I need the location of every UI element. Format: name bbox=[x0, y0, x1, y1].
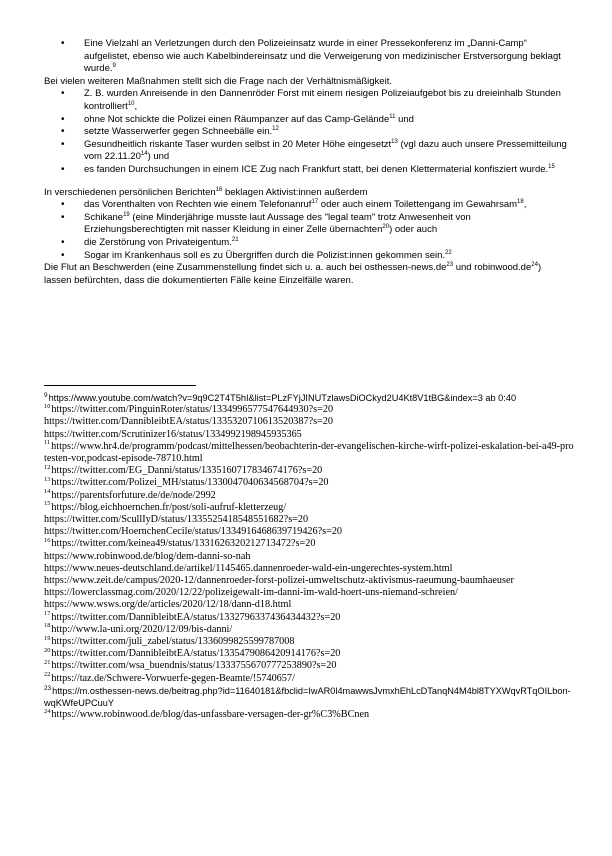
footnote-ref[interactable]: 20 bbox=[382, 224, 390, 231]
footnote-23 bbox=[44, 685, 574, 709]
footnote-12 bbox=[44, 465, 574, 477]
footnote-ref[interactable]: 22 bbox=[445, 249, 452, 256]
footnote-ref[interactable]: 9 bbox=[112, 63, 116, 70]
footnote-9 bbox=[44, 392, 574, 404]
footnote-number: 14 bbox=[44, 488, 51, 496]
footnote-link[interactable]: https://www.youtube.com/watch?v=9q9C2T4T5hI&list=PLzFYjJINUTzlawsDiOCkyd2U4Kt8V1tBG&index=3 ab 0:40 bbox=[48, 393, 517, 403]
footnote-18 bbox=[44, 624, 574, 636]
footnote-link[interactable]: https://www.zeit.de/campus/2020-12/dannenroeder-forst-polizei-umweltschutz-aktivismus-raeumung-baumhaeuser bbox=[44, 575, 514, 587]
footnote-24 bbox=[44, 709, 574, 721]
footnote-number: 20 bbox=[44, 646, 51, 654]
footnote-ref[interactable]: 24 bbox=[531, 261, 538, 268]
footnote-link[interactable]: https://twitter.com/Scrutinizer16/status/1334992198945935365 bbox=[44, 428, 302, 440]
footnote-link[interactable]: https://twitter.com/DannibleibtEA/status/1335479086420914176?s=20 bbox=[51, 648, 341, 660]
footnote-link[interactable]: https://taz.de/Schwere-Vorwuerfe-gegen-Beamte/!5740657/ bbox=[51, 672, 295, 684]
footnote-ref[interactable]: 17 bbox=[311, 198, 319, 205]
footnote-link[interactable]: https://www.wsws.org/de/articles/2020/12/18/dann-d18.html bbox=[44, 599, 292, 611]
footnote-number: 13 bbox=[44, 476, 51, 484]
footnote-10 bbox=[44, 404, 574, 441]
footnote-link[interactable]: https://twitter.com/wsa_buendnis/status/1333755670777253890?s=20 bbox=[51, 660, 337, 672]
footnote-ref[interactable]: 13 bbox=[391, 138, 398, 145]
paragraph: Bei vielen weiteren Maßnahmen stellt sich die Frage nach der Verhältnismäßigkeit. bbox=[44, 75, 392, 87]
footnote-number: 15 bbox=[44, 500, 51, 508]
footnote-link[interactable]: https://twitter.com/Polizei_MH/status/1330047040634568704?s=20 bbox=[51, 477, 329, 489]
footnotes-section bbox=[44, 392, 574, 721]
footnote-ref[interactable]: 18 bbox=[517, 198, 524, 205]
footnote-number: 16 bbox=[44, 537, 51, 545]
footnote-link[interactable]: https://twitter.com/keinea49/status/1331626320212713472?s=20 bbox=[51, 538, 316, 550]
footnote-ref[interactable]: 23 bbox=[446, 261, 454, 268]
paragraph: In verschiedenen persönlichen Berichten$^{16}$ beklagen Aktivist:innen außerdem bbox=[44, 186, 368, 198]
body-text bbox=[44, 38, 568, 287]
footnote-22 bbox=[44, 673, 574, 685]
footnote-link[interactable]: https://lowerclassmag.com/2020/12/22/polizeigewalt-im-danni-im-wald-hoert-uns-niemand-schreien/ bbox=[44, 587, 458, 599]
list-item: • Z. B. wurden Anreisende in den Dannenröder Forst mit einem riesigen Polizeiaufgebot bis zu dreieinhalb Stunden kontrolliert$^{10}$, bbox=[44, 88, 568, 113]
footnote-21 bbox=[44, 660, 574, 672]
footnote-ref[interactable]: 10 bbox=[127, 100, 135, 107]
footnote-link[interactable]: https://www.robinwood.de/blog/das-unfassbare-versagen-der-gr%C3%BCnen bbox=[51, 709, 370, 721]
footnote-link[interactable]: https://twitter.com/HoernchenCecile/status/1334916468639719426?s=20 bbox=[44, 526, 343, 538]
footnote-number: 21 bbox=[44, 659, 51, 667]
footnote-number: 10 bbox=[44, 402, 51, 410]
footnote-link[interactable]: https://twitter.com/ScullIyD/status/1335525418548551682?s=20 bbox=[44, 514, 309, 526]
list-item: • die Zerstörung von Privateigentum.$^{21}$ bbox=[44, 237, 568, 250]
footnote-number: 24 bbox=[44, 707, 51, 715]
list-item: • Sogar im Krankenhaus soll es zu Übergriffen durch die Polizist:innen gekommen sein.$^{22}$ bbox=[44, 250, 568, 263]
footnote-link[interactable]: http://www.la-uni.org/2020/12/09/bis-danni/ bbox=[51, 623, 233, 635]
footnote-link[interactable]: https://twitter.com/DannibleibtEA/status/1332796337436434432?s=20 bbox=[51, 611, 341, 623]
list-item: • das Vorenthalten von Rechten wie einem Telefonanruf$^{17}$ oder auch einem Toilettengang im Gewahrsam$^{18}$, bbox=[44, 199, 568, 212]
injuries-list bbox=[44, 38, 568, 76]
footnote-ref[interactable]: 12 bbox=[272, 126, 279, 132]
footnote-link[interactable]: https://www.neues-deutschland.de/artikel/1145465.dannenroeder-wald-ein-ungerechtes-system.html bbox=[44, 562, 453, 574]
footnote-ref[interactable]: 19 bbox=[123, 211, 130, 218]
footnote-number: 12 bbox=[44, 463, 51, 471]
footnote-15 bbox=[44, 502, 574, 539]
footnote-ref[interactable]: 11 bbox=[389, 113, 396, 120]
footnote-link[interactable]: https://www.robinwood.de/blog/dem-danni-so-nah bbox=[44, 550, 251, 562]
list-item: • Gesundheitlich riskante Taser wurden selbst in 20 Meter Höhe eingesetzt$^{13}$ (vgl dazu auch unsere Pressemitteilung vom 22.11.20$^{14}$) und bbox=[44, 139, 568, 164]
footnote-link[interactable]: https://www.hr4.de/programm/podcast/mittelhessen/beobachterin-der-evangelischen-kirche-wirft-polizei-eskalation-bei-a49-protesten-vor,podcast-episode-78710.html bbox=[44, 440, 574, 465]
measures-list bbox=[44, 88, 568, 176]
footnote-link[interactable]: https://twitter.com/EG_Danni/status/1335160717834674176?s=20 bbox=[51, 465, 323, 477]
footnote-number: 9 bbox=[44, 391, 48, 399]
footnote-16 bbox=[44, 538, 574, 611]
footnote-number: 23 bbox=[44, 684, 52, 692]
footnote-link[interactable]: https://m.osthessen-news.de/beitrag.php?id=11640181&fbclid=IwAR0l4mawwsJvmxhEhLcDTanqN4M4bl8TYXWqvRTqOILbon-wqKWfeUPCuuY bbox=[44, 685, 571, 709]
footnote-ref[interactable]: 16 bbox=[215, 186, 223, 193]
footnote-link[interactable]: https://twitter.com/DannibleibtEA/status/1335320710613520387?s=20 bbox=[44, 416, 333, 428]
footnote-ref[interactable]: 15 bbox=[548, 163, 555, 170]
footnote-14 bbox=[44, 490, 574, 502]
footnote-ref[interactable]: 14 bbox=[140, 151, 148, 158]
list-item: • es fanden Durchsuchungen in einem ICE Zug nach Frankfurt statt, bei denen Klettermaterial konfisziert wurde.$^{15}$ bbox=[44, 164, 568, 177]
reports-list bbox=[44, 199, 568, 262]
footnote-13 bbox=[44, 477, 574, 489]
footnote-11 bbox=[44, 441, 574, 465]
footnote-number: 22 bbox=[44, 671, 51, 679]
footnote-17 bbox=[44, 612, 574, 624]
footnote-link[interactable]: https://twitter.com/juli_zabel/status/1336099825599787008 bbox=[51, 636, 295, 648]
list-item: • Eine Vielzahl an Verletzungen durch den Polizeieinsatz wurde in einer Pressekonferenz im „Danni-Camp“ aufgelistet, ebenso wie auch Kabelbindereinsatz und die Verweigerung von medizinischer Erstversorgung beklagt wurde.$^9$ bbox=[44, 38, 568, 76]
footnote-link[interactable]: https://blog.eichhoernchen.fr/post/soli-aufruf-kletterzeug/ bbox=[51, 501, 287, 513]
footnote-number: 17 bbox=[44, 610, 51, 618]
footnote-20 bbox=[44, 648, 574, 660]
paragraph: Die Flut an Beschwerden (eine Zusammenstellung findet sich u. a. auch bei osthessen-$news.de^{23}$ und $robinwood.de^{24}$) lassen befürchten, dass die dokumentierten Fälle keine Einzelfälle waren. bbox=[44, 261, 542, 286]
footnote-19 bbox=[44, 636, 574, 648]
footnote-number: 18 bbox=[44, 622, 51, 630]
list-item: • setzte Wasserwerfer gegen Schneebälle ein.$^{12}$ bbox=[44, 126, 568, 139]
list-item: • Schikane$^{19}$ (eine Minderjährige musste laut Aussage des "legal team" trotz Anwesenheit von Erziehungsberechtigten mit nasser Kleidung in einer Zelle übernachten$^{20}$) oder auch bbox=[44, 212, 568, 237]
footnote-link[interactable]: https://parentsforfuture.de/de/node/2992 bbox=[51, 489, 216, 501]
footnote-separator bbox=[44, 385, 196, 386]
footnote-link[interactable]: https://twitter.com/PinguinRoter/status/1334996577547644930?s=20 bbox=[51, 404, 334, 416]
footnote-ref[interactable]: 21 bbox=[231, 236, 239, 243]
footnote-number: 11 bbox=[44, 439, 51, 447]
list-item: • ohne Not schickte die Polizei einen Räumpanzer auf das Camp-Gelände$^{11}$ und bbox=[44, 114, 568, 127]
footnote-number: 19 bbox=[44, 634, 51, 642]
